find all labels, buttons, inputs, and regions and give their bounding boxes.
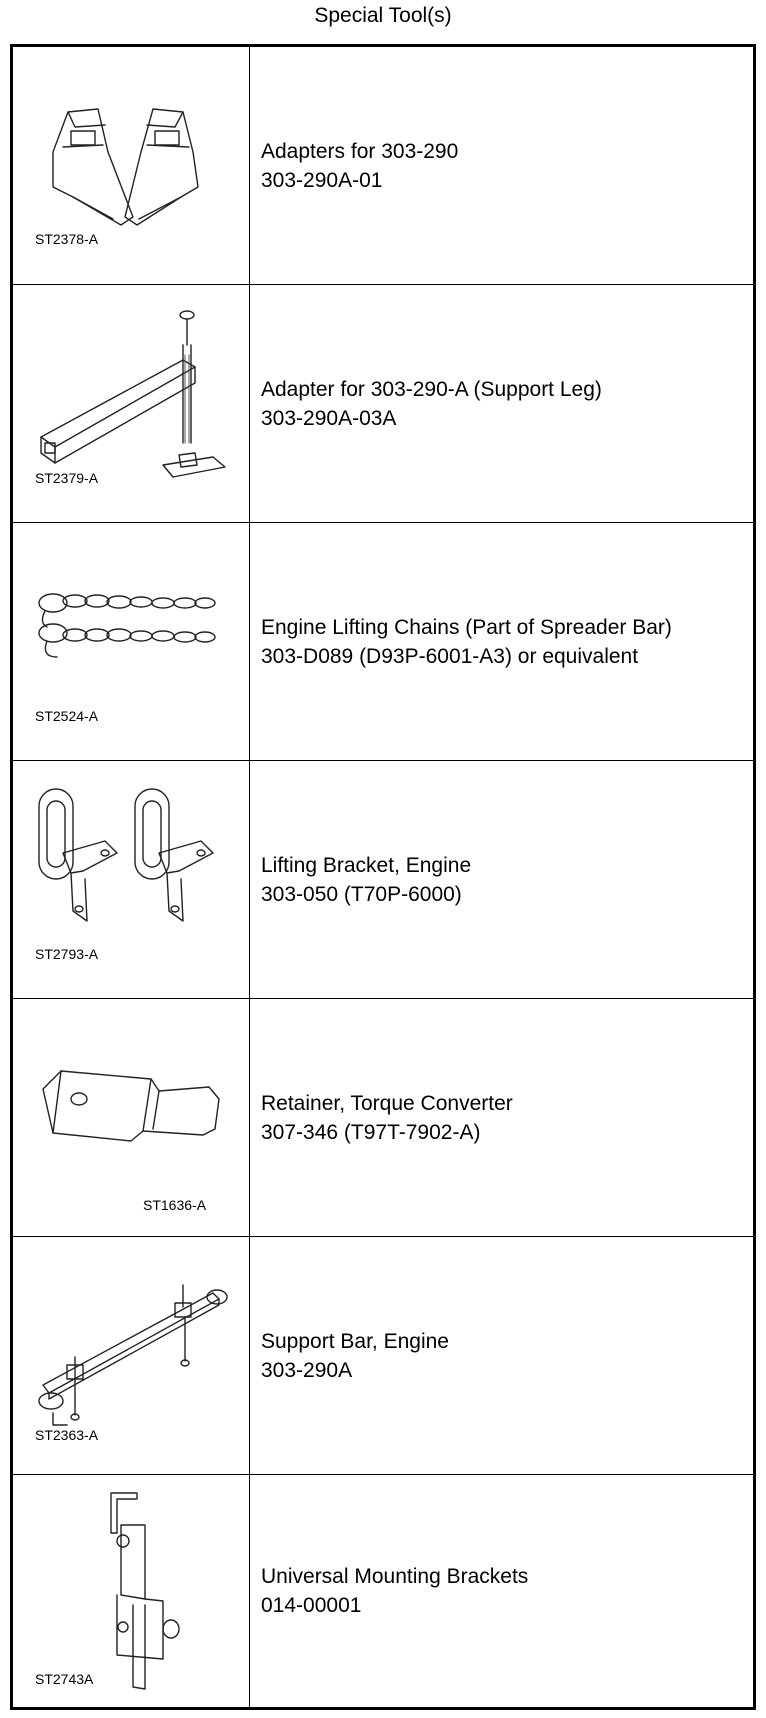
tool-row	[13, 47, 753, 285]
tool-part-number: 303-290A-01	[261, 168, 383, 192]
figure-code: ST2793-A	[35, 946, 99, 962]
tool-description	[261, 761, 747, 998]
torque-converter-retainer-icon	[13, 999, 249, 1235]
tool-image-cell	[13, 1475, 250, 1707]
tool-row	[13, 523, 753, 761]
tool-part-number: 303-D089 (D93P-6001-A3) or equivalent	[261, 644, 639, 668]
tool-part-number: 307-346 (T97T-7902-A)	[261, 1120, 481, 1144]
tool-image-cell	[13, 761, 250, 998]
figure-code: ST2378-A	[35, 231, 99, 247]
tool-image-cell	[13, 47, 250, 284]
tool-name: Universal Mounting Brackets	[261, 1565, 529, 1588]
figure-code: ST2379-A	[35, 470, 99, 486]
figure-code: ST1636-A	[143, 1197, 207, 1213]
tool-row	[13, 285, 753, 523]
tool-name: Retainer, Torque Converter	[261, 1091, 513, 1115]
tool-name: Adapter for 303-290-A (Support Leg)	[261, 377, 602, 401]
page-title: Special Tool(s)	[314, 4, 452, 27]
special-tools-table	[10, 44, 756, 1710]
tool-description	[261, 523, 747, 760]
adapter-brackets-icon	[13, 47, 249, 283]
tool-description	[261, 1475, 747, 1707]
tool-description	[261, 1237, 747, 1474]
tool-name: Lifting Bracket, Engine	[261, 853, 472, 877]
tool-description	[261, 999, 747, 1236]
tool-description	[261, 47, 747, 284]
tool-row	[13, 761, 753, 999]
tool-name: Support Bar, Engine	[261, 1329, 449, 1353]
figure-code: ST2743A	[35, 1671, 94, 1687]
tool-description	[261, 285, 747, 522]
tool-image-cell	[13, 523, 250, 760]
tool-part-number: 303-050 (T70P-6000)	[261, 882, 462, 906]
tool-part-number: 014-00001	[261, 1594, 362, 1617]
figure-code: ST2524-A	[35, 708, 99, 724]
figure-code: ST2363-A	[35, 1427, 99, 1443]
tool-name: Adapters for 303-290	[261, 139, 459, 163]
tool-image-cell	[13, 285, 250, 522]
tool-row	[13, 999, 753, 1237]
tool-image-cell	[13, 999, 250, 1236]
tool-image-cell	[13, 1237, 250, 1474]
tool-row	[13, 1475, 753, 1707]
tool-part-number: 303-290A	[261, 1358, 353, 1382]
tool-part-number: 303-290A-03A	[261, 406, 397, 430]
tool-row	[13, 1237, 753, 1475]
tool-name: Engine Lifting Chains (Part of Spreader Bar)	[261, 615, 672, 639]
